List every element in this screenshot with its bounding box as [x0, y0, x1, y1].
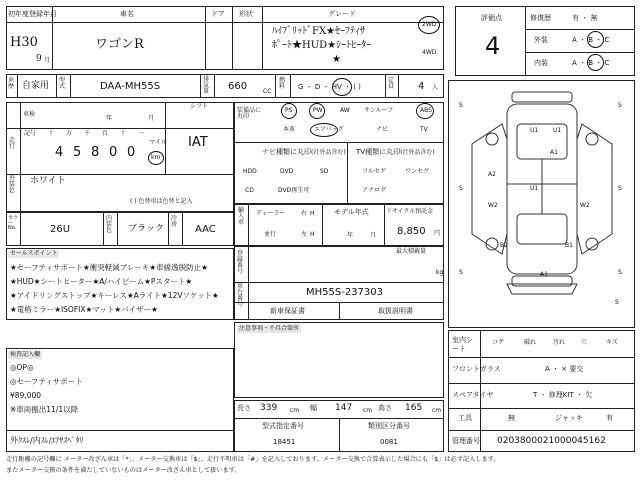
import-parallel: 並行: [264, 231, 277, 238]
interior-color: ブラック: [128, 224, 164, 234]
interior-color-label: 内装色: [106, 215, 113, 234]
nav-item: SD: [320, 168, 329, 175]
inspection-month-unit: 月: [148, 115, 155, 122]
color-change-note: ( ) 色替車は色替と記入: [130, 198, 193, 205]
import-label: 輸入車: [238, 207, 245, 226]
digit-header: 記号: [24, 130, 37, 137]
tv-item: フルセグ: [362, 168, 386, 175]
mileage-label: 走行: [9, 137, 16, 150]
diagram-label: B2: [500, 242, 508, 249]
unit-mile: マイル: [149, 139, 167, 146]
reg-month-unit: 月: [44, 57, 51, 64]
diagram-label: S: [459, 185, 463, 192]
fuel-hv-circle: [332, 78, 352, 96]
reg-month: 9: [36, 54, 42, 64]
chassis-label: 車台番号: [237, 283, 244, 308]
diagram-label: W2: [488, 202, 498, 209]
width-label: 幅: [310, 404, 317, 412]
inspection-area-label: 検査記入欄: [10, 351, 41, 358]
length-label: 長さ: [237, 404, 251, 412]
equipment-item: エアバッグ: [314, 126, 344, 133]
notes-label: 注意事項・不具合箇所: [239, 325, 300, 332]
diagram-label: A1: [540, 271, 548, 278]
repair-options: 有 ・ 無: [572, 14, 598, 22]
interior-label: 内装: [534, 59, 548, 67]
displacement-unit: CC: [263, 88, 272, 95]
width-unit: cm: [363, 407, 373, 414]
model-year-label: モデル年式: [334, 208, 369, 216]
mgmt-label: 管理番号: [452, 437, 480, 445]
digit-header: 一: [138, 130, 145, 137]
class-label: 類別区分番号: [368, 422, 410, 430]
diagram-label: A1: [550, 149, 558, 156]
color-code-label: カラーNo.: [8, 215, 19, 231]
mileage-digit: 4: [55, 145, 64, 160]
jack-label: ジャッキ: [555, 414, 583, 422]
sales-point-label: セールスポイント: [10, 250, 58, 257]
footer-line2: またメーター交換の条件を満たしていないものはメーター改ざん車として扱います。: [6, 467, 241, 474]
nav-item: CD: [245, 187, 254, 194]
unit-km: km: [151, 154, 161, 161]
equipment-item: TV: [420, 126, 428, 133]
notes-area: [234, 322, 444, 398]
spec-row: [6, 74, 444, 98]
import-right: 右: [301, 210, 308, 217]
interior-grade-circle: [587, 54, 604, 71]
exterior-color-label: 外装色: [9, 175, 16, 194]
tv-header: TV種類に丸印(社外品含む): [356, 148, 435, 156]
jack-value: 有: [606, 414, 613, 422]
class-value: 0081: [380, 438, 398, 446]
sales-point-line: ★電格ミラー★ISOFIX★マット★バイザー★: [10, 305, 158, 314]
equipment-item: ナビ: [376, 126, 389, 133]
exterior-label: 外装: [534, 36, 548, 44]
equipment-item: AW: [340, 107, 350, 114]
mgmt-value: 0203800021000045162: [497, 436, 606, 446]
mileage-digit: 0: [127, 145, 136, 160]
fuel-options: G ・ D ・ HV ・ ( ): [298, 83, 361, 91]
sales-point-line: ★セーフティサポート★衝突軽減ブレーキ★車線逸脱防止★: [10, 263, 208, 272]
inspection-line: ※車両搬出11/1以降: [10, 405, 79, 414]
equipment-item: PW: [313, 107, 323, 114]
import-dealer: ディーラー: [256, 210, 286, 217]
equipment-item: PS: [285, 107, 293, 114]
door-label: ドア: [211, 10, 225, 18]
capacity-unit: 人: [432, 84, 439, 91]
car-name-label: 車名: [120, 10, 134, 18]
reg-year: H30: [10, 35, 38, 50]
score-label: 評価点: [481, 14, 502, 22]
digit-header: 十: [120, 130, 127, 137]
equipment-item: 本革: [283, 126, 296, 133]
import-right-h: H: [310, 210, 315, 217]
length-unit: cm: [290, 407, 300, 414]
diagram-label: S: [459, 269, 463, 276]
usage: 自家用: [22, 81, 50, 91]
height-unit: cm: [432, 407, 442, 414]
equipment-item: ABS: [420, 107, 432, 114]
diagram-label: S: [615, 299, 619, 306]
chassis-number: MH55S-237303: [306, 287, 384, 298]
grade-line3: ★: [332, 54, 341, 65]
inspection-line: ¥89,000: [10, 391, 42, 400]
grade-line2: ﾎﾟｰﾄ★HUD★ｼｰﾄﾋｰﾀｰ: [272, 40, 372, 51]
mileage-digit: 0: [109, 145, 118, 160]
grade-line1: ﾊｲﾌﾞﾘｯﾄﾞFX★ｾｰﾌﾃｨｻ: [272, 26, 366, 37]
max-load-label: 最大積載量: [396, 248, 427, 255]
tools-value: 無: [508, 414, 515, 422]
seat-item: 穴: [581, 339, 588, 346]
digit-header: 百: [102, 130, 109, 137]
inspection-line: ◎セーフティサポート: [10, 377, 83, 386]
diagram-label: S: [459, 102, 463, 109]
inspection-year-unit: 年: [106, 115, 113, 122]
repair-label: 修復歴: [530, 14, 551, 22]
diagram-label: U1: [530, 127, 539, 134]
diagram-label: S: [618, 269, 622, 276]
score-value: 4: [485, 32, 501, 60]
nav-item: DVD再生可: [278, 187, 310, 194]
ac-label: 冷房: [171, 215, 178, 228]
import-left-h: H: [310, 231, 315, 238]
interior-grades: A ・ B ・ C: [572, 59, 610, 67]
digit-header: 千: [84, 130, 91, 137]
inspection-label: 車検: [23, 111, 36, 118]
displacement: 660: [228, 81, 248, 92]
ac-value: AAC: [195, 224, 216, 235]
seat-item: 破れ: [524, 339, 537, 346]
header-row: [6, 6, 444, 70]
first-reg-label: 初年度登録年月: [8, 10, 57, 18]
diagram-label: A2: [488, 171, 496, 178]
max-load-unit: kg: [436, 269, 444, 276]
model: DAA-MH55S: [100, 81, 161, 92]
spare-label: スペアタイヤ: [452, 391, 494, 399]
exterior-grades: A ・ B ・ C: [572, 36, 610, 44]
nav-header: ナビ種類に丸印(社外品含む): [262, 148, 346, 156]
mileage-digit: 8: [91, 145, 100, 160]
diagram-label: W2: [580, 202, 590, 209]
exterior-grade-circle: [587, 31, 604, 48]
diagram-label: U1: [553, 127, 562, 134]
spare-value: T ・ 修理KIT ・ 欠: [533, 391, 593, 399]
sales-point-line: ★HUD★シートヒーター★A/ハイビーム★Pスタート★: [10, 277, 193, 286]
tv-item: ワンセグ: [405, 168, 430, 175]
digit-header: 十: [48, 130, 55, 137]
inspector-note: 外ｸｽﾚ/内ｽﾚ/ｴｱｻｽﾍﾟﾀﾘ: [10, 436, 84, 445]
shift-label: シフト: [190, 103, 209, 110]
sales-point-line: ★アイドリングストップ★キーレス★Aライト★12Vソケット★: [10, 291, 219, 300]
model-month-unit: 月: [370, 232, 377, 239]
drive-2wd: 2WD: [422, 21, 437, 28]
color-code: 26U: [50, 224, 71, 235]
digit-header: 万: [66, 130, 73, 137]
nav-item: DVD: [280, 168, 294, 175]
nav-item: HDD: [243, 168, 257, 175]
model-year-unit: 年: [347, 232, 354, 239]
manual-label: 取扱説明書: [378, 307, 413, 315]
capacity: 4: [418, 81, 425, 92]
diagram-label: U1: [530, 185, 539, 192]
tv-item: アナログ: [362, 187, 387, 194]
seat-label: 室内シート: [452, 336, 473, 354]
mileage-digit: 5: [73, 145, 82, 160]
usage-label: 車歴: [8, 77, 15, 90]
height-value: 165: [405, 403, 423, 413]
mileage-area: [6, 102, 234, 212]
tools-label: 工具: [458, 414, 472, 422]
reg-number-label: 登録番号: [237, 250, 244, 275]
displacement-label: 排気量: [203, 76, 210, 95]
warranty-label: 新車保証書: [270, 307, 305, 315]
drive-4wd: 4WD: [422, 49, 437, 56]
footer-line1: 走行距離の記号欄に メーター改ざん車は「*」、メーター交換車は「$」、走行不明車は「#」を記入しております。メーター交換で合算表示した場合にも「$」は必ず記入します。: [6, 456, 500, 463]
seat-item: キズ: [606, 339, 618, 346]
fuel-label: 燃料: [279, 77, 286, 90]
windshield-value: A ・ × 要交: [545, 365, 584, 373]
type-designation: 18451: [273, 438, 296, 446]
exterior-color: ホワイト: [30, 176, 66, 186]
shift-value: IAT: [188, 135, 208, 150]
car-outline-diagram: [452, 84, 632, 324]
recycle-label: リサイクル預託金: [386, 208, 434, 215]
equipment-label: 装備品に丸印: [237, 107, 262, 120]
import-left: 左: [301, 231, 308, 238]
inspection-line: ◎OP◎: [10, 363, 34, 372]
diagram-label: S: [618, 185, 622, 192]
seat-item: コゲ: [492, 339, 505, 346]
height-label: 高さ: [378, 404, 392, 412]
diagram-label: S: [618, 102, 622, 109]
diagram-label: B1: [565, 242, 573, 249]
seat-item: 汚れ: [553, 339, 566, 346]
recycle-yen: 円: [434, 230, 441, 237]
length-value: 339: [260, 403, 278, 413]
recycle-value: 8,850: [397, 226, 426, 237]
width-value: 147: [335, 403, 353, 413]
model-label: 型式: [59, 77, 66, 90]
capacity-label: 定員: [388, 77, 395, 90]
windshield-label: フロントガラス: [452, 365, 501, 373]
car-name: ワゴンR: [95, 37, 144, 52]
shape-label: 形状: [239, 10, 253, 18]
grade-label: グレード: [328, 10, 356, 18]
type-designation-label: 型式指定番号: [262, 422, 304, 430]
equipment-item: サンルーフ: [364, 107, 394, 114]
